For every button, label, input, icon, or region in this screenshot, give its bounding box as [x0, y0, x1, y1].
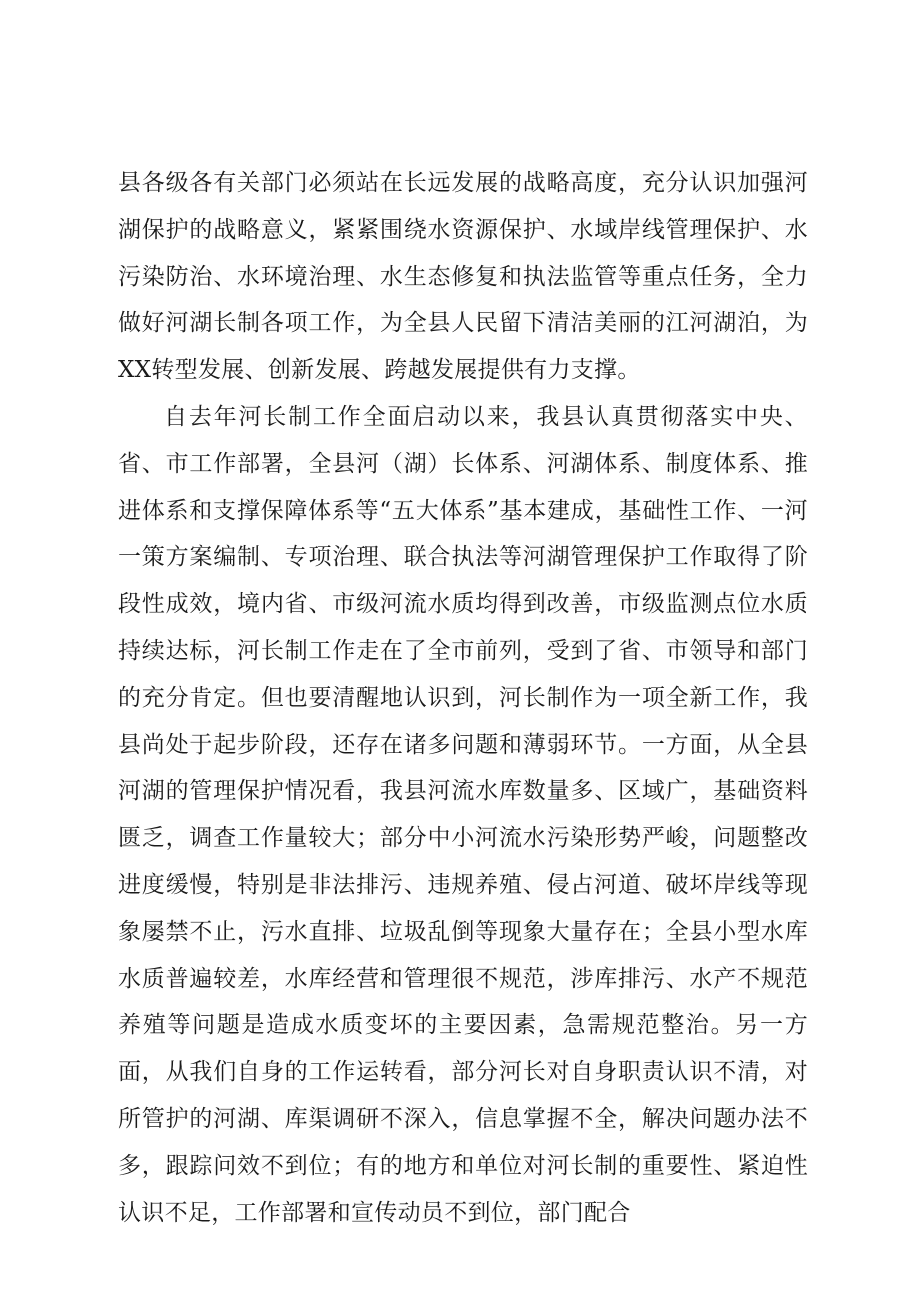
- paragraph-continued: 县各级各有关部门必须站在长远发展的战略高度，充分认识加强河湖保护的战略意义，紧紧围绕水资源保护、水域岸线管理保护、水污染防治、水环境治理、水生态修复和执法监管等重点任务，全力做好河湖长制各项工作，为全县人民留下清洁美丽的江河湖泊，为XX转型发展、创新发展、跨越发展提供有力支撑。: [118, 170, 808, 384]
- paragraph-river-chief-progress: 自去年河长制工作全面启动以来，我县认真贯彻落实中央、省、市工作部署，全县河（湖）长体系、河湖体系、制度体系、推进体系和支撑保障体系等“五大体系”基本建成，基础性工作、一河一策方案编制、专项治理、联合执法等河湖管理保护工作取得了阶段性成效，境内省、市级河流水质均得到改善，市级监测点位水质持续达标，河长制工作走在了全市前列，受到了省、市领导和部门的充分肯定。但也要清醒地认识到，河长制作为一项全新工作，我县尚处于起步阶段，还存在诸多问题和薄弱环节。一方面，从全县河湖的管理保护情况看，我县河流水库数量多、区域广，基础资料匮乏，调查工作量较大；部分中小河流水污染形势严峻，问题整改进度缓慢，特别是非法排污、违规养殖、侵占河道、破坏岸线等现象屡禁不止，污水直排、垃圾乱倒等现象大量存在；全县小型水库水质普遍较差，水库经营和管理很不规范，涉库排污、水产不规范养殖等问题是造成水质变坏的主要因素，急需规范整治。另一方面，从我们自身的工作运转看，部分河长对自身职责认识不清，对所管护的河湖、库渠调研不深入，信息掌握不全，解决问题办法不多，跟踪问效不到位；有的地方和单位对河长制的重要性、紧迫性认识不足，工作部署和宣传动员不到位，部门配合: [118, 403, 808, 1226]
- document-body: [118, 160, 808, 1236]
